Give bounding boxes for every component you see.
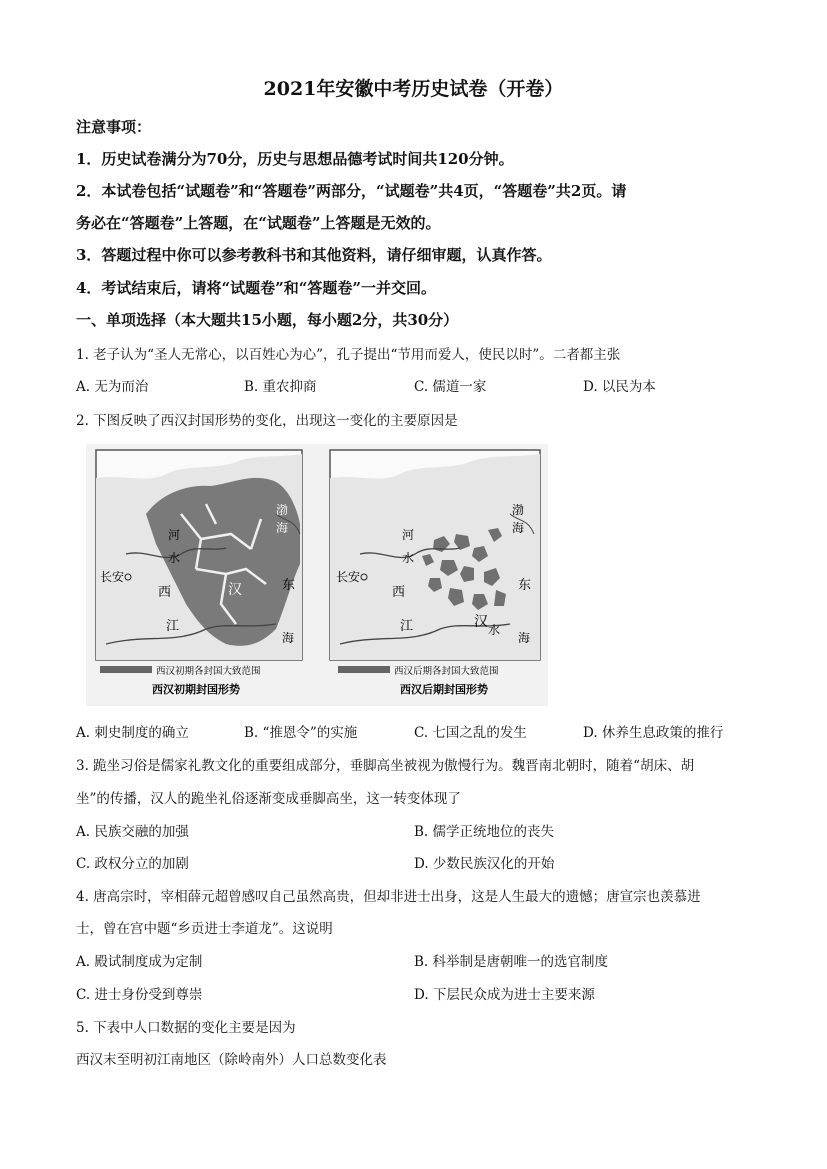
q2-option-c: C. 七国之乱的发生	[414, 725, 527, 741]
q1-option-b: B. 重农抑商	[244, 379, 317, 395]
map-label: 水	[168, 551, 181, 565]
map-label: 汉	[474, 614, 488, 630]
map-legend: 西汉后期各封国大致范围	[394, 666, 499, 677]
map-label: 河	[402, 528, 415, 542]
section-heading: 一、单项选择（本大题共15小题，每小题2分，共30分）	[76, 311, 459, 329]
map-label: 渤	[512, 503, 525, 517]
q4-option-a: A. 殿试制度成为定制	[76, 954, 203, 970]
q2-option-a: A. 刺史制度的确立	[76, 725, 189, 741]
notice-item: 4．考试结束后，请将“试题卷”和“答题卷”一并交回。	[76, 279, 436, 297]
question-4-stem: 4. 唐高宗时，宰相薛元超曾感叹自己虽然高贵，但却非进士出身，这是人生最大的遗憾；唐宣宗也羡慕进	[76, 889, 701, 905]
notice-item: 1．历史试卷满分为70分，历史与思想品德考试时间共120分钟。	[76, 150, 514, 168]
map-label: 海	[276, 521, 289, 535]
page-title: 2021年安徽中考历史试卷（开卷）	[263, 78, 564, 100]
map-label: 海	[518, 631, 531, 645]
q4-option-d: D. 下层民众成为进士主要来源	[414, 987, 595, 1003]
map-label: 海	[512, 521, 525, 535]
q1-option-a: A. 无为而治	[76, 379, 149, 395]
map-label: 江	[400, 619, 414, 634]
map-label: 西	[158, 585, 172, 600]
q3-option-a: A. 民族交融的加强	[76, 824, 189, 840]
map-legend: 西汉初期各封国大致范围	[156, 666, 261, 677]
map-label: 东	[518, 578, 532, 593]
map-label: 江	[166, 619, 180, 634]
map-label: 渤	[276, 503, 289, 517]
map-caption: 西汉后期封国形势	[400, 683, 488, 696]
map-label: 西	[392, 585, 406, 600]
q2-option-b: B. “推恩令”的实施	[244, 725, 358, 741]
q2-option-d: D. 休养生息政策的推行	[583, 725, 724, 741]
map-label: 东	[282, 578, 296, 593]
question-3-stem-cont: 坐”的传播，汉人的跪坐礼俗逐渐变成垂脚高坐，这一转变体现了	[76, 791, 461, 807]
question-4-stem-cont: 士，曾在宫中题“乡贡进士李道龙”。这说明	[76, 921, 333, 937]
q4-option-c: C. 进士身份受到尊崇	[76, 987, 203, 1003]
q3-option-b: B. 儒学正统地位的丧失	[414, 824, 555, 840]
map-late-han	[330, 450, 540, 696]
legend-swatch	[100, 666, 152, 673]
map-early-han	[96, 450, 302, 696]
legend-swatch	[338, 666, 390, 673]
question-2-stem: 2. 下图反映了西汉封国形势的变化，出现这一变化的主要原因是	[76, 413, 458, 429]
han-fiefdom-maps	[86, 444, 548, 706]
q1-option-c: C. 儒道一家	[414, 379, 487, 395]
q4-option-b: B. 科举制是唐朝唯一的选官制度	[414, 954, 609, 970]
map-label: 水	[402, 551, 415, 565]
notice-item: 3．答题过程中你可以参考教科书和其他资料，请仔细审题，认真作答。	[76, 246, 552, 264]
map-label-changan: 长安	[100, 570, 125, 584]
q3-option-c: C. 政权分立的加剧	[76, 856, 189, 872]
question-3-stem: 3. 跪坐习俗是儒家礼教文化的重要组成部分，垂脚高坐被视为傲慢行为。魏晋南北朝时，随着“胡床、胡	[76, 758, 695, 774]
q3-option-d: D. 少数民族汉化的开始	[414, 856, 555, 872]
notice-item: 务必在“答题卷”上答题，在“试题卷”上答题是无效的。	[76, 214, 441, 232]
question-1-stem: 1. 老子认为“圣人无常心，以百姓心为心”，孔子提出“节用而爱人，使民以时”。二者都主张	[76, 347, 621, 363]
q1-option-d: D. 以民为本	[583, 379, 656, 395]
map-label: 海	[282, 631, 295, 645]
map-label: 汉	[228, 582, 242, 598]
map-label: 河	[168, 528, 181, 542]
map-label: 水	[488, 623, 501, 637]
map-label-changan: 长安	[336, 570, 361, 584]
table-title: 西汉末至明初江南地区（除岭南外）人口总数变化表	[76, 1052, 387, 1068]
map-caption: 西汉初期封国形势	[152, 683, 240, 696]
notice-item: 2．本试卷包括“试题卷”和“答题卷”两部分，“试题卷”共4页，“答题卷”共2页。请	[76, 182, 627, 200]
notice-heading: 注意事项：	[76, 118, 152, 136]
question-5-stem: 5. 下表中人口数据的变化主要是因为	[76, 1020, 296, 1036]
